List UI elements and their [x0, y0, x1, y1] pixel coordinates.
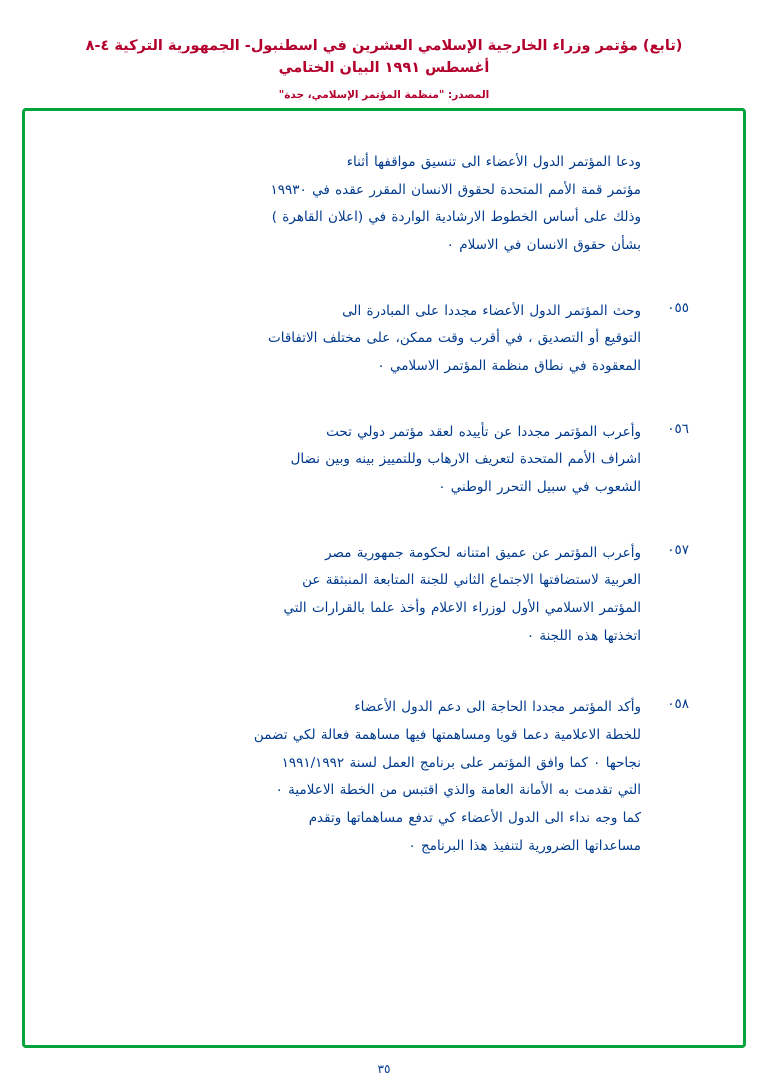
paragraph-line: اشراف الأمم المتحدة لتعريف الارهاب وللتمييز بينه وبين نضال: [290, 451, 641, 468]
paragraph-block: [67, 540, 689, 651]
paragraph-line: المعقودة في نطاق منظمة المؤتمر الاسلامي ٠: [377, 358, 641, 375]
page-title: (تابع) مؤتمر وزراء الخارجية الإسلامي العشرين في اسطنبول- الجمهورية التركية ٤-٨ أغسطس ١٩٩١ البيان الختامي: [85, 38, 683, 76]
paragraph-line: مؤتمر قمة الأمم المتحدة لحقوق الانسان المقرر عقده في ١٩٩٣٠: [270, 181, 641, 198]
paragraph-line: المؤتمر الاسلامي الأول لوزراء الاعلام وأخذ علما بالقرارات التي: [283, 600, 641, 617]
paragraph-block: [67, 298, 689, 381]
paragraph-line: ودعا المؤتمر الدول الأعضاء الى تنسيق مواقفها أثناء: [346, 154, 641, 170]
paragraph-line: اتخذتها هذه اللجنة ٠: [526, 627, 641, 644]
paragraph-block: [67, 694, 689, 860]
paragraph-text: [67, 298, 641, 381]
paragraph-line: وأعرب المؤتمر مجددا عن تأييده لعقد مؤتمر دولي تحت: [326, 423, 641, 440]
paragraph-line: وذلك على أساس الخطوط الارشادية الواردة في (اعلان القاهرة ): [271, 209, 641, 226]
paragraph-line: وأكد المؤتمر مجددا الحاجة الى دعم الدول الأعضاء: [354, 699, 641, 716]
paragraph-number: ٠٥٥: [667, 299, 689, 316]
paragraph-text: [67, 540, 641, 651]
document-body: [25, 111, 743, 906]
paragraph-line: وأعرب المؤتمر عن عميق امتنانه لحكومة جمهورية مصر: [325, 544, 641, 561]
source-line: المصدر: "منظمة المؤتمر الإسلامي، جدة": [278, 88, 490, 101]
paragraph-line: العربية لاستضافتها الاجتماع الثاني للجنة المتابعة المنبثقة عن: [302, 572, 641, 589]
paragraph-line: كما وجه نداء الى الدول الأعضاء كي تدفع مساهماتها وتقدم: [308, 810, 641, 827]
paragraph-line: وحث المؤتمر الدول الأعضاء مجددا على المبادرة الى: [342, 302, 641, 319]
paragraph-text: [67, 419, 641, 502]
paragraph-line: التوقيع أو التصديق ، في أقرب وقت ممكن، على مختلف الاتفاقات: [268, 330, 641, 347]
paragraph-line: نجاحها ٠ كما وافق المؤتمر على برنامج العمل لسنة ١٩٩١/١٩٩٢: [281, 754, 641, 771]
paragraph-line: الشعوب في سبيل التحرر الوطني ٠: [438, 479, 641, 496]
paragraph-line: مساعداتها الضرورية لتنفيذ هذا البرنامج ٠: [408, 837, 641, 854]
paragraph-line: التي تقدمت به الأمانة العامة والذي اقتبس من الخطة الاعلامية ٠: [275, 782, 641, 799]
paragraph-number: ٠٥٧: [667, 541, 689, 558]
paragraph-number: ٠٥٦: [667, 420, 689, 437]
content-frame: [22, 108, 746, 1048]
paragraph-line: للخطة الاعلامية دعما قويا ومساهمتها فيها مساهمة فعالة لكي تضمن: [253, 727, 641, 744]
paragraph-block: [67, 419, 689, 502]
paragraph-line: بشأن حقوق الانسان في الاسلام ٠: [446, 237, 641, 254]
page-number: ٣٥: [377, 1062, 391, 1076]
paragraph-text: [67, 149, 641, 260]
paragraph-block: [67, 149, 689, 260]
page-header: [0, 0, 768, 101]
paragraph-number: ٠٥٨: [667, 696, 689, 713]
paragraph-text: [67, 694, 641, 860]
